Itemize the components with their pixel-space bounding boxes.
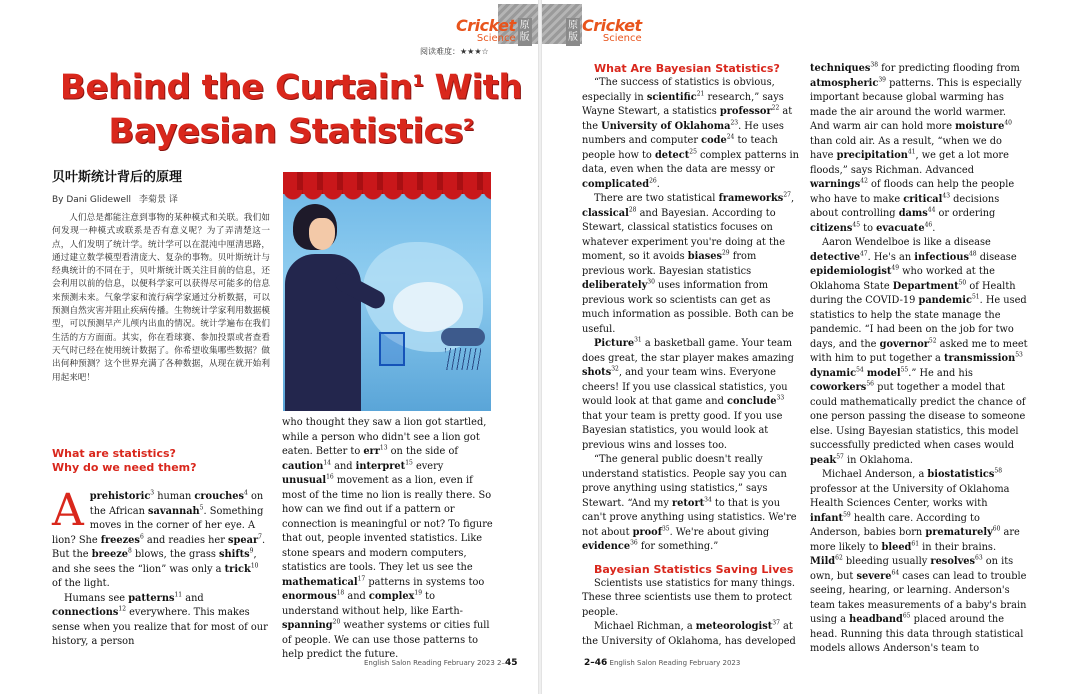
weather-presenter-illustration (283, 172, 491, 411)
logo-science-text: Science (476, 33, 516, 44)
paragraph: Scientists use statistics for many things. These three scientists use them to protect people. (582, 577, 795, 618)
title-footnote-2: 2 (462, 115, 474, 135)
section-heading-line2: Why do we need them? (52, 461, 197, 474)
footer-text: English Salon Reading February 2023 (607, 659, 741, 667)
title-part-1: Behind the Curtain (59, 67, 413, 108)
rain-icon (445, 348, 481, 370)
paragraph: techniques$^{38}$ for predicting flooding from atmospheric$^{39}$ patterns. This is especially important because global warming has made the air around the world warmer. And warm air can hold more moisture$^{40}$ than cold air. As a result, “when we do have precipitation$^{41}$, we get a lot more floods,” says Richman. Advanced warnings$^{42}$ of floods can help the people who have to make critical$^{43}$ decisions about controlling dams$^{44}$ or ordering citizens$^{45}$ to evacuate$^{46}$. (810, 61, 1022, 234)
title-part-3: Bayesian Statistics (108, 111, 463, 152)
title-footnote-1: 1 (412, 71, 424, 90)
chinese-intro-paragraph: 人们总是都能注意到事物的某种模式和关联。我们如何发现一种模式或联系是否有意义呢？为了弄清楚这一点，人们发明了统计学。统计学可以在混沌中厘清思路，通过建立数学模型看清庞大、复杂的事物。贝叶斯统计与经典统计的不同在于，贝叶斯统计既关注目前的信息，还会利用以前的信息，以便科学家可以获得尽可能多的信息来预测未来。气象学家和流行病学家通过分析数据，可以预测自然灾害并阻止疾病传播。生物统计学家利用数据模型，可以预测早产儿颅内出血的情况。统计学遍布在我们生活的方方面面。其实，你在看球赛、参加投票或者查看天气时已经在使用统计数据了。你希望收集哪些数据？做出何种预测？这个世界充满了各种数据，从现在就开始利用起来吧！ (52, 213, 270, 383)
page-number: 2–46 (584, 658, 608, 668)
title-part-2: With (423, 67, 523, 108)
text-column-2 (282, 416, 494, 663)
map-cloud-shape (393, 282, 463, 332)
page-number: 45 (505, 658, 518, 668)
chinese-title: 贝叶斯统计背后的原理 (52, 170, 183, 185)
cricket-science-logo-left (456, 18, 534, 46)
footer-right (584, 658, 740, 668)
map-highlight-box (379, 332, 405, 366)
footer-left (364, 658, 518, 668)
paragraph: Aaron Wendelboe is like a disease detective$^{47}$. He's an infectious$^{48}$ disease epidemiologist$^{49}$ who worked at the Oklahoma State Department$^{50}$ of Health during the COVID-19 pandemic$^{51}$. He used statistics to help the state manage the pandemic. “I had been on the job for two days, and the governor$^{52}$ asked me to meet with him to put together a transmission$^{53}$ dynamic$^{54}$ model$^{55}$.” He and his coworkers$^{56}$ put together a model that could mathematically predict the chance of one person passing the disease to someone else. Using Bayesian statistics, this model successfully predicted when cases would peak$^{57}$ in Oklahoma. (810, 237, 1028, 466)
author: By Dani Glidewell (52, 195, 131, 205)
section-what-are-statistics (52, 447, 252, 475)
byline (52, 192, 178, 205)
article-title (56, 62, 526, 151)
footer-text: English Salon Reading February 2023 2– (364, 659, 505, 667)
text-column-4 (810, 62, 1028, 657)
paragraph: Humans see patterns$^{11}$ and connections$^{12}$ everywhere. This makes sense when you realize that for most of our history, a person (52, 591, 268, 647)
cricket-science-logo-right (566, 18, 642, 46)
paragraph: Michael Anderson, a biostatistics$^{58}$ professor at the University of Oklahoma Health Sciences Center, works with infant$^{59}$ health care. According to Anderson, babies born prematurely$^{60}$ are more likely to bleed$^{61}$ in their brains. Mild$^{62}$ bleeding usually resolves$^{63}$ on its own, but severe$^{64}$ cases can lead to trouble seeing, hearing, or learning. Anderson's team takes measurements of a baby's brain using a headband$^{65}$ placed around the head. Running this data through statistical models allows Anderson's team to (810, 467, 1027, 654)
paragraph: Michael Richman, a meteorologist$^{37}$ at the University of Oklahoma, has developed (582, 619, 796, 647)
paragraph: There are two statistical frameworks$^{27}$, classical$^{28}$ and Bayesian. According to Stewart, classical statistics focuses on whatever experiment you're doing at the moment, so it avoids biases$^{29}$ from previous work. Bayesian statistics deliberately$^{30}$ uses information from previous work so scientists can get as much information as possible. Both can be useful. (582, 191, 795, 335)
paragraph: who thought they saw a lion got startled, while a person who didn't see a lion got eaten. Better to err$^{13}$ on the side of caution$^{14}$ and interpret$^{15}$ every unusual$^{16}$ movement as a lion, even if most of the time no lion is really there. So how can we find out if a pattern or connection is meaningful or not? To figure that out, people invented statistics. Like stone spears and modern computers, statistics are tools. They let us see the mathematical$^{17}$ patterns in systems too enormous$^{18}$ and complex$^{19}$ to understand without help, like Earth-spanning$^{20}$ weather systems or cities full of people. We can use those patterns to help predict the future. (282, 417, 493, 660)
presenter-face (309, 218, 335, 250)
paragraph: Picture$^{31}$ a basketball game. Your team does great, the star player makes amazing shots$^{32}$, and your team wins. Everyone cheers! If you use classical statistics, you would look at that game and conclude$^{33}$ that your team is pretty good. If you use Bayesian statistics, you would look at previous wins and losses too. (582, 336, 794, 451)
rain-cloud-icon (441, 328, 485, 346)
curtain-scallop (283, 190, 491, 200)
reading-difficulty: 阅读难度：★★★☆ (420, 47, 489, 56)
section-heading: What Are Bayesian Statistics? (594, 62, 780, 75)
section-heading: Bayesian Statistics Saving Lives (594, 562, 794, 576)
left-page (0, 0, 538, 694)
text-column-1 (52, 485, 270, 650)
logo-cricket-text: Cricket (582, 16, 642, 35)
paragraph: A prehistoric$^3$ human crouches$^4$ on the African savannah$^5$. Something moves in the corner of her eye. A lion? She freezes$^6$ and readies her spear$^7$. But the breeze$^8$ blows, the grass shifts$^9$, and she sees the “lion” was only a trick$^{10}$ of the light. (52, 485, 266, 589)
section-heading-line1: What are statistics? (52, 447, 176, 460)
logo-badge: 原版 (566, 18, 580, 46)
text-column-3 (582, 62, 800, 649)
drop-cap: A (52, 485, 84, 536)
logo-science-text: Science (602, 33, 642, 44)
translator: 李菊景 译 (139, 195, 178, 205)
logo-cricket-text: Cricket (456, 16, 516, 35)
paragraph: “The success of statistics is obvious, especially in scientific$^{21}$ research,” says Wayne Stewart, a statistics professor$^{22}$ at the University of Oklahoma$^{23}$. He uses numbers and computer code$^{24}$ to teach people how to detect$^{25}$ complex patterns in data, even when the data are messy or complicated$^{26}$. (582, 77, 799, 190)
logo-badge: 原版 (518, 18, 532, 46)
paragraph: “The general public doesn't really understand statistics. People say you can prove anything using statistics,” says Stewart. “And my retort$^{34}$ to that is you can't prove anything using statistics. We're not about proof$^{35}$. We're about giving evidence$^{36}$ for something.” (582, 454, 797, 552)
